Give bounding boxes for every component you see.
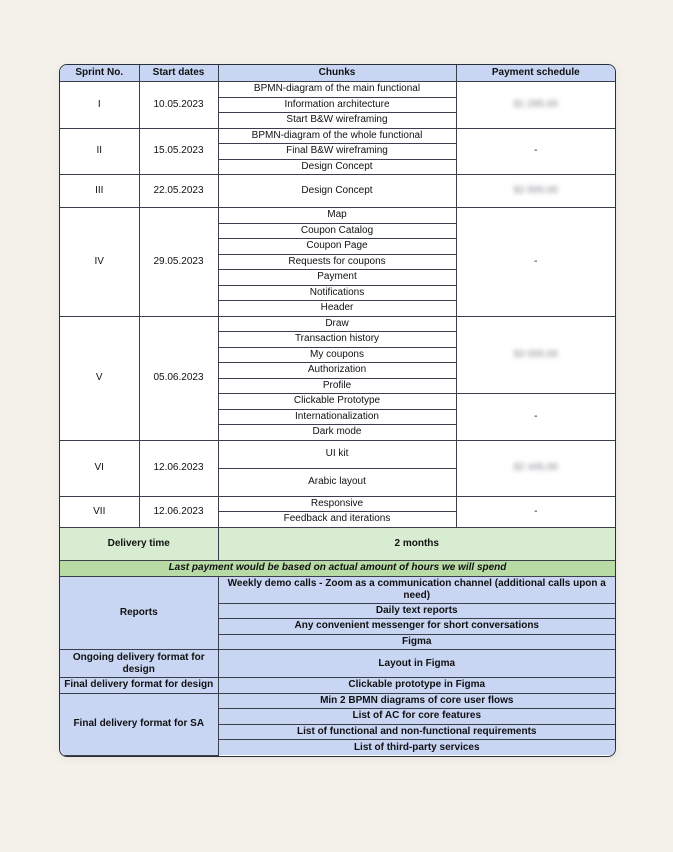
sprint-start-date: 29.05.2023	[139, 208, 218, 317]
chunk-cell: My coupons	[218, 347, 456, 363]
reports-item: Figma	[218, 634, 615, 650]
last-payment-note: Last payment would be based on actual amount of hours we will spend	[60, 560, 615, 576]
sprint-number: I	[60, 82, 139, 129]
chunk-cell: Design Concept	[218, 159, 456, 175]
sprint-number: III	[60, 175, 139, 208]
reports-item: Daily text reports	[218, 603, 615, 619]
chunk-cell: Clickable Prototype	[218, 394, 456, 410]
final-sa-format-item: List of third-party services	[218, 740, 615, 756]
table-row	[60, 175, 615, 208]
final-design-format-row	[60, 678, 615, 694]
chunk-cell: Dark mode	[218, 425, 456, 441]
chunk-cell: Responsive	[218, 496, 456, 512]
reports-item: Weekly demo calls - Zoom as a communication channel (additional calls upon a need)	[218, 576, 615, 603]
chunk-cell: BPMN-diagram of the whole functional	[218, 128, 456, 144]
table-row	[60, 208, 615, 224]
table-row	[60, 82, 615, 98]
table-row	[60, 128, 615, 144]
sprint-number: II	[60, 128, 139, 175]
chunk-cell: Coupon Page	[218, 239, 456, 255]
sprint-start-date: 22.05.2023	[139, 175, 218, 208]
chunk-cell: Transaction history	[218, 332, 456, 348]
chunk-cell: Internationalization	[218, 409, 456, 425]
last-payment-note-row	[60, 560, 615, 576]
final-sa-format-item: List of functional and non-functional requirements	[218, 724, 615, 740]
sprint-start-date: 10.05.2023	[139, 82, 218, 129]
payment-cell	[456, 175, 615, 208]
final-sa-format-item: List of AC for core features	[218, 709, 615, 725]
payment-cell	[456, 440, 615, 496]
blurred-payment-amount: $2 445.00	[513, 462, 558, 473]
sprint-start-date: 12.06.2023	[139, 440, 218, 496]
blurred-payment-amount: $1 295.00	[513, 98, 558, 110]
payment-cell	[456, 82, 615, 129]
sprint-number: IV	[60, 208, 139, 317]
sprint-start-date: 05.06.2023	[139, 316, 218, 440]
sprint-number: VII	[60, 496, 139, 527]
header-start-dates: Start dates	[139, 65, 218, 82]
proposal-table-card	[59, 64, 616, 757]
payment-cell	[456, 316, 615, 394]
sprint-number: VI	[60, 440, 139, 496]
chunk-cell: Profile	[218, 378, 456, 394]
chunk-cell: Start B&W wireframing	[218, 113, 456, 129]
chunk-cell: Coupon Catalog	[218, 223, 456, 239]
chunk-cell: Feedback and iterations	[218, 512, 456, 528]
delivery-time-row	[60, 527, 615, 560]
sprint-start-date: 15.05.2023	[139, 128, 218, 175]
chunk-cell: Information architecture	[218, 97, 456, 113]
reports-label: Reports	[60, 576, 218, 650]
chunk-cell: Payment	[218, 270, 456, 286]
final-sa-format-label: Final delivery format for SA	[60, 693, 218, 755]
chunk-cell: Map	[218, 208, 456, 224]
reports-item: Any convenient messenger for short conversations	[218, 619, 615, 635]
delivery-time-label: Delivery time	[60, 527, 218, 560]
header-payment-schedule: Payment schedule	[456, 65, 615, 82]
final-design-format-value: Clickable prototype in Figma	[218, 678, 615, 694]
final-sa-format-row	[60, 693, 615, 709]
sprint-number: V	[60, 316, 139, 440]
sprint-start-date: 12.06.2023	[139, 496, 218, 527]
chunk-cell: Final B&W wireframing	[218, 144, 456, 160]
delivery-time-value: 2 months	[218, 527, 615, 560]
payment-cell: -	[456, 394, 615, 441]
payment-cell: -	[456, 496, 615, 527]
blurred-payment-amount: $3 000.00	[513, 348, 558, 360]
reports-row	[60, 576, 615, 603]
header-chunks: Chunks	[218, 65, 456, 82]
blurred-payment-amount: $2 800.00	[513, 185, 558, 196]
final-design-format-label: Final delivery format for design	[60, 678, 218, 694]
chunk-cell: Header	[218, 301, 456, 317]
chunk-cell: UI kit	[218, 440, 456, 468]
chunk-cell: Draw	[218, 316, 456, 332]
ongoing-format-row	[60, 650, 615, 678]
ongoing-format-value: Layout in Figma	[218, 650, 615, 678]
chunk-cell: Requests for coupons	[218, 254, 456, 270]
chunk-cell: BPMN-diagram of the main functional	[218, 82, 456, 98]
table-row	[60, 440, 615, 468]
final-sa-format-item: Min 2 BPMN diagrams of core user flows	[218, 693, 615, 709]
table-row	[60, 316, 615, 332]
header-sprint-no: Sprint No.	[60, 65, 139, 82]
payment-cell: -	[456, 208, 615, 317]
table-row	[60, 496, 615, 512]
chunk-cell: Authorization	[218, 363, 456, 379]
payment-cell: -	[456, 128, 615, 175]
chunk-cell: Arabic layout	[218, 468, 456, 496]
chunk-cell: Notifications	[218, 285, 456, 301]
sprint-schedule-table	[60, 65, 615, 756]
ongoing-format-label: Ongoing delivery format for design	[60, 650, 218, 678]
chunk-cell: Design Concept	[218, 175, 456, 208]
table-header-row	[60, 65, 615, 82]
